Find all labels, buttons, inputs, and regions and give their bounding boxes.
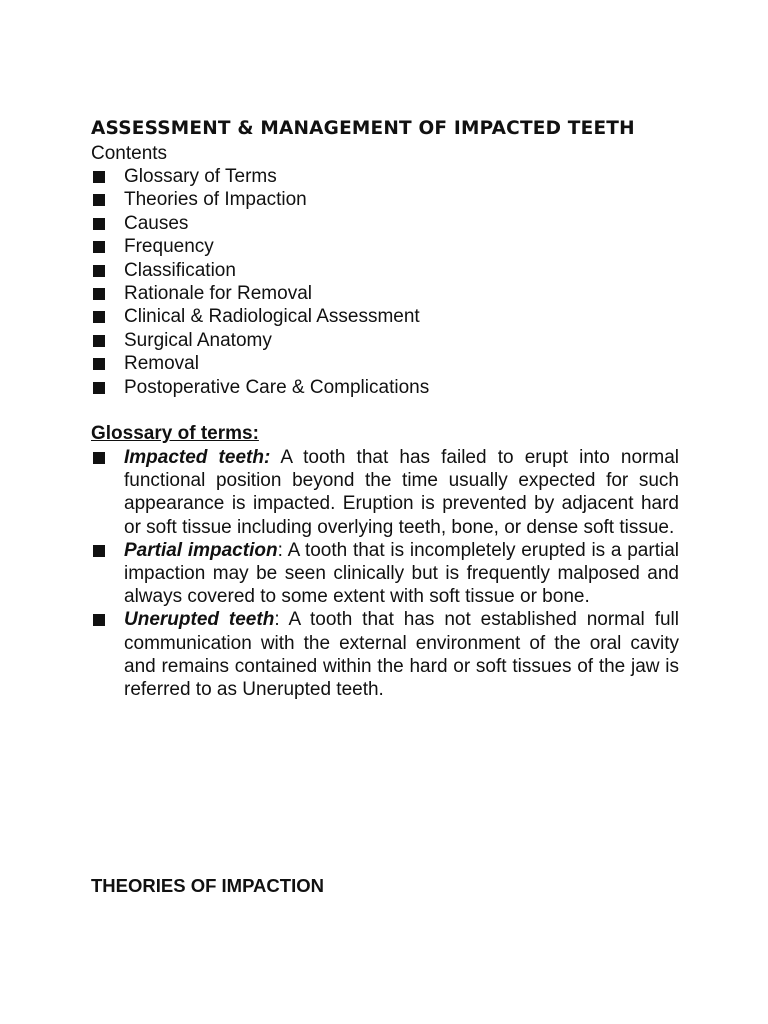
glossary-separator: : (277, 539, 283, 561)
contents-item-label: Causes (124, 212, 189, 234)
contents-item-label: Frequency (124, 236, 214, 258)
square-bullet-icon (93, 241, 105, 253)
contents-item (91, 188, 679, 211)
contents-item (91, 329, 679, 352)
contents-item (91, 376, 679, 399)
square-bullet-icon (93, 335, 105, 347)
contents-item (91, 235, 679, 258)
square-bullet-icon (93, 452, 105, 464)
glossary-entry (91, 539, 679, 609)
square-bullet-icon (93, 288, 105, 300)
contents-item (91, 212, 679, 235)
contents-list (91, 165, 679, 399)
square-bullet-icon (93, 171, 105, 183)
section-heading: THEORIES OF IMPACTION (91, 875, 324, 896)
square-bullet-icon (93, 194, 105, 206)
glossary-entry (91, 608, 679, 701)
square-bullet-icon (93, 382, 105, 394)
glossary-term: Partial impaction (124, 539, 278, 561)
glossary-term: Impacted teeth: (124, 447, 271, 469)
contents-item-label: Classification (124, 259, 236, 281)
contents-item-label: Theories of Impaction (124, 189, 307, 211)
contents-item-label: Glossary of Terms (124, 166, 277, 187)
glossary-list (91, 446, 679, 701)
contents-item-label: Rationale for Removal (124, 283, 312, 305)
square-bullet-icon (93, 311, 105, 323)
contents-item-label: Surgical Anatomy (124, 329, 272, 351)
contents-item (91, 259, 679, 282)
contents-label: Contents (91, 143, 168, 164)
square-bullet-icon (93, 545, 105, 557)
contents-item (91, 165, 679, 188)
glossary-term: Unerupted teeth (124, 609, 275, 631)
square-bullet-icon (93, 218, 105, 230)
glossary-definition: A tooth that has not established normal full communication with the external environment of the oral cavity and remains contained within the hard or soft tissues of the jaw is referred to as Unerupted teeth. (124, 609, 679, 701)
glossary-separator: : (274, 609, 280, 631)
glossary-definition: A tooth that has failed to erupt into normal functional position beyond the time usually expected for such appearance is impacted. Eruption is prevented by adjacent hard or soft tissue including overlying teeth, bone, or dense soft tissue. (124, 447, 679, 538)
contents-item-label: Removal (124, 353, 199, 375)
document-page (91, 116, 679, 701)
contents-item (91, 305, 679, 328)
square-bullet-icon (93, 614, 105, 626)
contents-item (91, 352, 679, 375)
glossary-heading: Glossary of terms: (91, 423, 259, 445)
square-bullet-icon (93, 265, 105, 277)
contents-item-label: Postoperative Care & Complications (124, 376, 430, 398)
document-title: ASSESSMENT & MANAGEMENT OF IMPACTED TEETH (91, 118, 635, 139)
glossary-definition: A tooth that is incompletely erupted is a partial impaction may be seen clinically but is frequently malposed and always covered to some extent with soft tissue or bone. (124, 539, 679, 608)
glossary-entry (91, 446, 679, 539)
contents-item (91, 282, 679, 305)
square-bullet-icon (93, 358, 105, 370)
contents-item-label: Clinical & Radiological Assessment (124, 306, 420, 328)
